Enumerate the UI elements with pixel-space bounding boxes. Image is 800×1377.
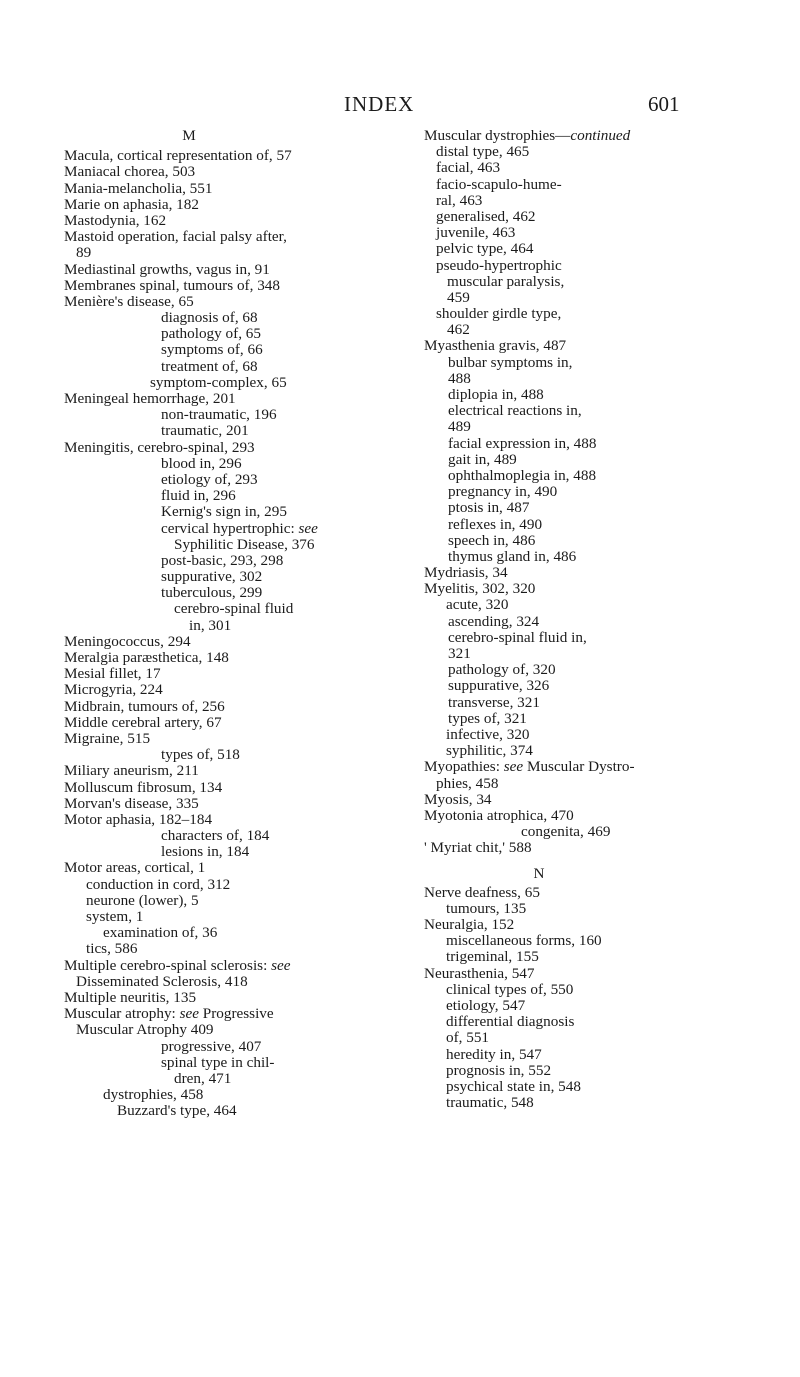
index-subentry: 321 xyxy=(448,645,471,662)
index-subentry: trigeminal, 155 xyxy=(446,948,539,966)
index-entry: Molluscum fibrosum, 134 xyxy=(64,778,223,796)
index-subentry: examination of, 36 xyxy=(103,924,218,942)
index-entry: Motor aphasia, 182–184 xyxy=(64,810,213,828)
index-subentry: prognosis in, 552 xyxy=(446,1061,552,1079)
index-subentry: cerebro-spinal fluid in, xyxy=(448,628,587,646)
index-entry: Microgyria, 224 xyxy=(64,681,163,699)
index-subentry: pregnancy in, 490 xyxy=(448,483,558,501)
index-subentry: 459 xyxy=(447,288,470,306)
index-subentry: differential diagnosis xyxy=(446,1013,575,1031)
index-subentry: suppurative, 326 xyxy=(448,677,550,695)
index-entry: ' Myriat chit,' 588 xyxy=(424,839,532,857)
index-subentry: cervical hypertrophic: see xyxy=(161,519,318,537)
index-entry: Migraine, 515 xyxy=(64,729,151,747)
index-subentry: etiology of, 293 xyxy=(161,470,258,488)
index-entry: Midbrain, tumours of, 256 xyxy=(64,697,225,715)
index-subentry: diplopia in, 488 xyxy=(448,386,544,403)
index-subentry: speech in, 486 xyxy=(448,531,536,549)
index-subentry: Syphilitic Disease, 376 xyxy=(174,535,315,553)
index-entry: Myotonia atrophica, 470 xyxy=(424,806,574,824)
index-subentry: types of, 321 xyxy=(448,709,527,727)
index-subentry: symptoms of, 66 xyxy=(161,341,263,359)
index-subentry: tics, 586 xyxy=(86,940,138,958)
index-subentry: of, 551 xyxy=(446,1029,490,1047)
index-subentry: symptom-complex, 65 xyxy=(150,373,287,391)
index-subentry: diagnosis of, 68 xyxy=(161,309,258,327)
index-entry: Membranes spinal, tumours of, 348 xyxy=(64,276,280,294)
index-subentry: 489 xyxy=(448,418,471,436)
index-subentry: muscular paralysis, xyxy=(447,272,565,290)
index-subentry: phies, 458 xyxy=(436,774,499,792)
index-subentry: system, 1 xyxy=(86,908,144,925)
index-entry: Morvan's disease, 335 xyxy=(64,794,199,812)
index-entry: Miliary aneurism, 211 xyxy=(64,762,199,780)
left-index-column xyxy=(64,128,374,1119)
index-subentry: post-basic, 293, 298 xyxy=(161,551,284,569)
section-letter: M xyxy=(182,127,196,144)
index-entry: Myelitis, 302, 320 xyxy=(424,580,536,598)
index-subentry: juvenile, 463 xyxy=(436,224,516,242)
index-subentry: Muscular Atrophy 409 xyxy=(76,1021,214,1039)
index-subentry: pseudo-hypertrophic xyxy=(436,256,562,274)
index-subentry: clinical types of, 550 xyxy=(446,980,574,998)
index-subentry: pathology of, 65 xyxy=(161,325,261,343)
index-entry: Mastodynia, 162 xyxy=(64,211,167,229)
index-subentry: reflexes in, 490 xyxy=(448,515,543,533)
index-entry: Multiple cerebro-spinal sclerosis: see xyxy=(64,956,291,974)
index-entry: Mesial fillet, 17 xyxy=(64,665,161,683)
index-subentry: 462 xyxy=(447,321,470,339)
index-entry: Macula, cortical representation of, 57 xyxy=(64,147,292,165)
index-subentry: heredity in, 547 xyxy=(446,1045,542,1063)
index-entry: Marie on aphasia, 182 xyxy=(64,195,199,213)
index-subentry: etiology, 547 xyxy=(446,996,526,1014)
index-subentry: ral, 463 xyxy=(436,191,483,209)
index-subentry: non-traumatic, 196 xyxy=(161,406,277,424)
index-subentry: 488 xyxy=(448,369,471,387)
index-entry: Motor areas, cortical, 1 xyxy=(64,859,206,877)
page-header xyxy=(0,92,800,122)
right-index-column xyxy=(424,128,732,1111)
index-subentry: facial, 463 xyxy=(436,159,501,177)
page-number: 601 xyxy=(648,92,680,116)
index-subentry: Kernig's sign in, 295 xyxy=(161,503,287,521)
index-subentry: facial expression in, 488 xyxy=(448,434,597,452)
index-subentry: miscellaneous forms, 160 xyxy=(446,932,602,950)
index-subentry: characters of, 184 xyxy=(161,827,270,845)
section-letter: N xyxy=(533,865,545,883)
index-entry: Maniacal chorea, 503 xyxy=(64,163,196,181)
index-subentry: cerebro-spinal fluid xyxy=(174,600,294,618)
index-entry: Mediastinal growths, vagus in, 91 xyxy=(64,260,270,278)
index-subentry: infective, 320 xyxy=(446,725,530,743)
index-subentry: pelvic type, 464 xyxy=(436,240,534,258)
index-subentry: transverse, 321 xyxy=(448,693,540,711)
index-subentry: spinal type in chil- xyxy=(161,1053,275,1071)
index-subentry: blood in, 296 xyxy=(161,454,242,472)
index-subentry: traumatic, 201 xyxy=(161,422,249,440)
index-entry: Meningeal hemorrhage, 201 xyxy=(64,390,236,407)
index-subentry: shoulder girdle type, xyxy=(436,305,562,323)
index-entry: Neuralgia, 152 xyxy=(424,916,515,933)
index-subentry: congenita, 469 xyxy=(521,823,611,841)
index-subentry: types of, 518 xyxy=(161,746,240,764)
index-subentry: bulbar symptoms in, xyxy=(448,353,573,371)
index-entry: Muscular atrophy: see Progressive xyxy=(64,1005,274,1023)
index-entry: Meningococcus, 294 xyxy=(64,632,191,650)
index-subentry: generalised, 462 xyxy=(436,207,536,225)
index-entry: Myosis, 34 xyxy=(424,790,492,808)
index-subentry: in, 301 xyxy=(189,616,232,634)
index-subentry: 89 xyxy=(76,244,92,262)
index-subentry: neurone (lower), 5 xyxy=(86,891,199,909)
index-entry: Myasthenia gravis, 487 xyxy=(424,337,567,355)
index-entry: Mania-melancholia, 551 xyxy=(64,179,213,197)
index-subentry: Buzzard's type, 464 xyxy=(117,1102,237,1120)
index-subentry: traumatic, 548 xyxy=(446,1094,534,1112)
index-entry: Mastoid operation, facial palsy after, xyxy=(64,228,287,246)
index-entry: Muscular dystrophies—continued xyxy=(424,127,631,144)
index-subentry: pathology of, 320 xyxy=(448,661,556,679)
index-subentry: electrical reactions in, xyxy=(448,402,582,420)
index-entry: Meralgia paræsthetica, 148 xyxy=(64,649,229,666)
index-entry: Middle cerebral artery, 67 xyxy=(64,713,222,731)
index-subentry: gait in, 489 xyxy=(448,450,517,468)
index-entry: Myopathies: see Muscular Dystro- xyxy=(424,758,635,776)
index-subentry: treatment of, 68 xyxy=(161,357,258,375)
index-subentry: fluid in, 296 xyxy=(161,487,236,505)
index-subentry: dren, 471 xyxy=(174,1069,232,1087)
index-subentry: psychical state in, 548 xyxy=(446,1077,581,1095)
index-subentry: facio-scapulo-hume- xyxy=(436,175,562,193)
index-subentry: ophthalmoplegia in, 488 xyxy=(448,466,597,484)
index-entry: Meningitis, cerebro-spinal, 293 xyxy=(64,438,255,456)
index-subentry: ascending, 324 xyxy=(448,612,540,630)
index-subentry: conduction in cord, 312 xyxy=(86,875,231,893)
index-subentry: tumours, 135 xyxy=(446,899,527,917)
index-subentry: distal type, 465 xyxy=(436,143,530,161)
index-entry: Neurasthenia, 547 xyxy=(424,964,535,982)
index-entry: Nerve deafness, 65 xyxy=(424,883,540,901)
index-entry: Multiple neuritis, 135 xyxy=(64,988,197,1006)
index-entry: Mydriasis, 34 xyxy=(424,564,508,582)
index-subentry: Disseminated Sclerosis, 418 xyxy=(76,972,248,990)
index-subentry: lesions in, 184 xyxy=(161,843,250,861)
index-subentry: thymus gland in, 486 xyxy=(448,547,577,565)
running-title: INDEX xyxy=(344,92,415,116)
index-entry: Menière's disease, 65 xyxy=(64,292,194,310)
index-subentry: dystrophies, 458 xyxy=(103,1086,204,1104)
index-subentry: suppurative, 302 xyxy=(161,568,263,586)
index-subentry: tuberculous, 299 xyxy=(161,584,263,602)
index-subentry: acute, 320 xyxy=(446,596,509,614)
index-subentry: ptosis in, 487 xyxy=(448,499,530,517)
index-subentry: syphilitic, 374 xyxy=(446,742,533,760)
index-subentry: progressive, 407 xyxy=(161,1037,262,1055)
